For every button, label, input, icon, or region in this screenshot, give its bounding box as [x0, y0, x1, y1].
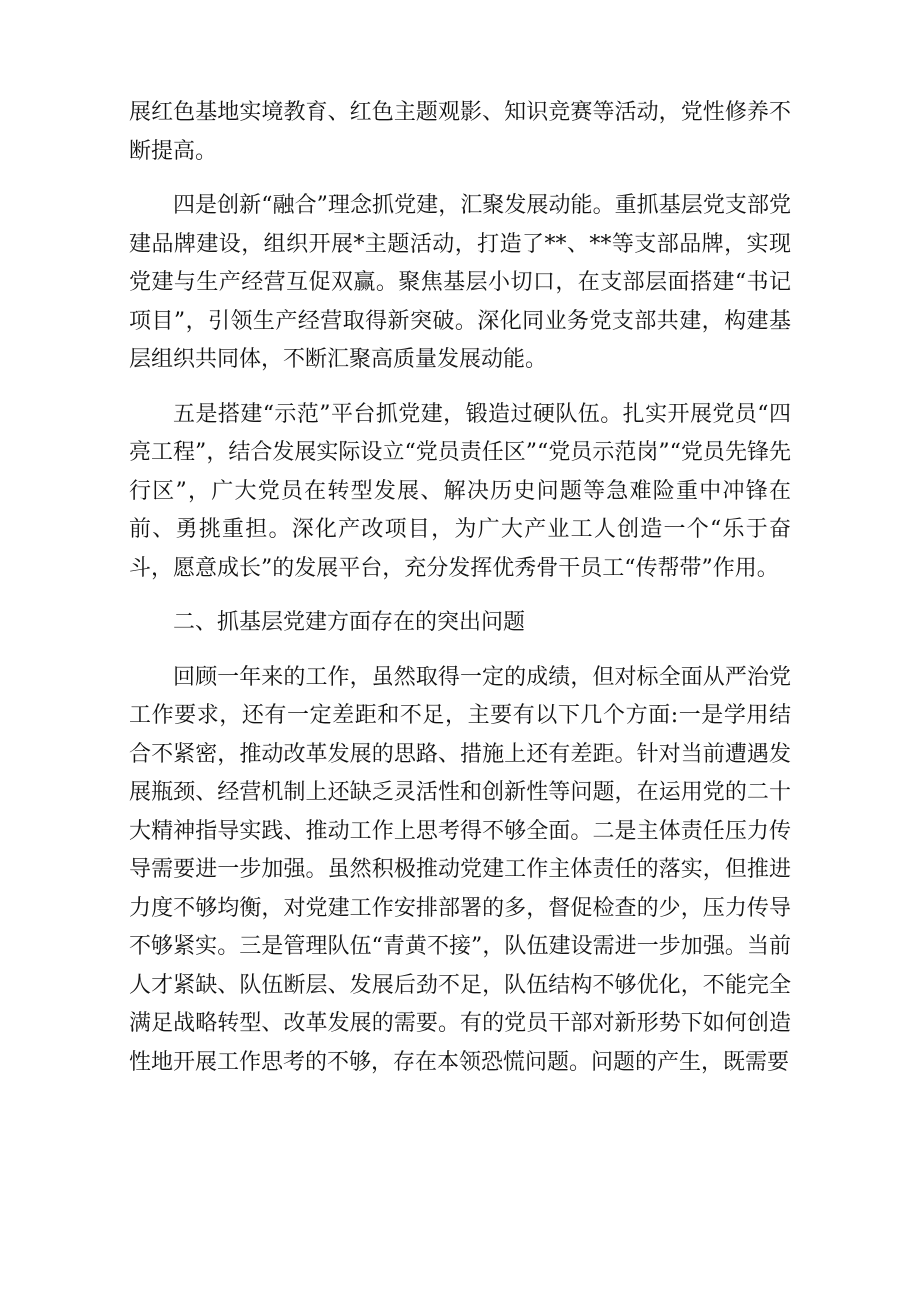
- paragraph-review-problems: 回顾一年来的工作，虽然取得一定的成绩，但对标全面从严治党工作要求，还有一定差距和不足，主要有以下几个方面:一是学用结合不紧密，推动改革发展的思路、措施上还有差距。针对当前遭遇发展瓶颈、经营机制上还缺乏灵活性和创新性等问题，在运用党的二十大精神指导实践、推动工作上思考得不够全面。二是主体责任压力传导需要进一步加强。虽然积极推动党建工作主体责任的落实，但推进力度不够均衡，对党建工作安排部署的多，督促检查的少，压力传导不够紧实。三是管理队伍“青黄不接”，队伍建设需进一步加强。当前人才紧缺、队伍断层、发展后劲不足，队伍结构不够优化，不能完全满足战略转型、改革发展的需要。有的党员干部对新形势下如何创造性地开展工作思考的不够，存在本领恐慌问题。问题的产生，既需要: [129, 664, 791, 1075]
- paragraph-continued-red-education: 展红色基地实境教育、红色主题观影、知识竞赛等活动，党性修养不断提高。: [129, 100, 791, 164]
- document-body: [129, 94, 791, 1082]
- paragraph-fifth-demonstration: 五是搭建“示范”平台抓党建，锻造过硬队伍。扎实开展党员“四亮工程”，结合发展实际设立“党员责任区”“党员示范岗”“党员先锋先行区”，广大党员在转型发展、解决历史问题等急难险重中冲锋在前、勇挑重担。深化产改项目，为广大产业工人创造一个“乐于奋斗，愿意成长”的发展平台，充分发挥优秀骨干员工“传帮带”作用。: [129, 401, 791, 581]
- paragraph-fourth-integration: 四是创新“融合”理念抓党建，汇聚发展动能。重抓基层党支部党建品牌建设，组织开展*主题活动，打造了**、**等支部品牌，实现党建与生产经营互促双赢。聚焦基层小切口，在支部层面搭建“书记项目”，引领生产经营取得新突破。深化同业务党支部共建，构建基层组织共同体，不断汇聚高质量发展动能。: [129, 193, 791, 372]
- section-heading-problems: 二、抓基层党建方面存在的突出问题: [173, 610, 526, 635]
